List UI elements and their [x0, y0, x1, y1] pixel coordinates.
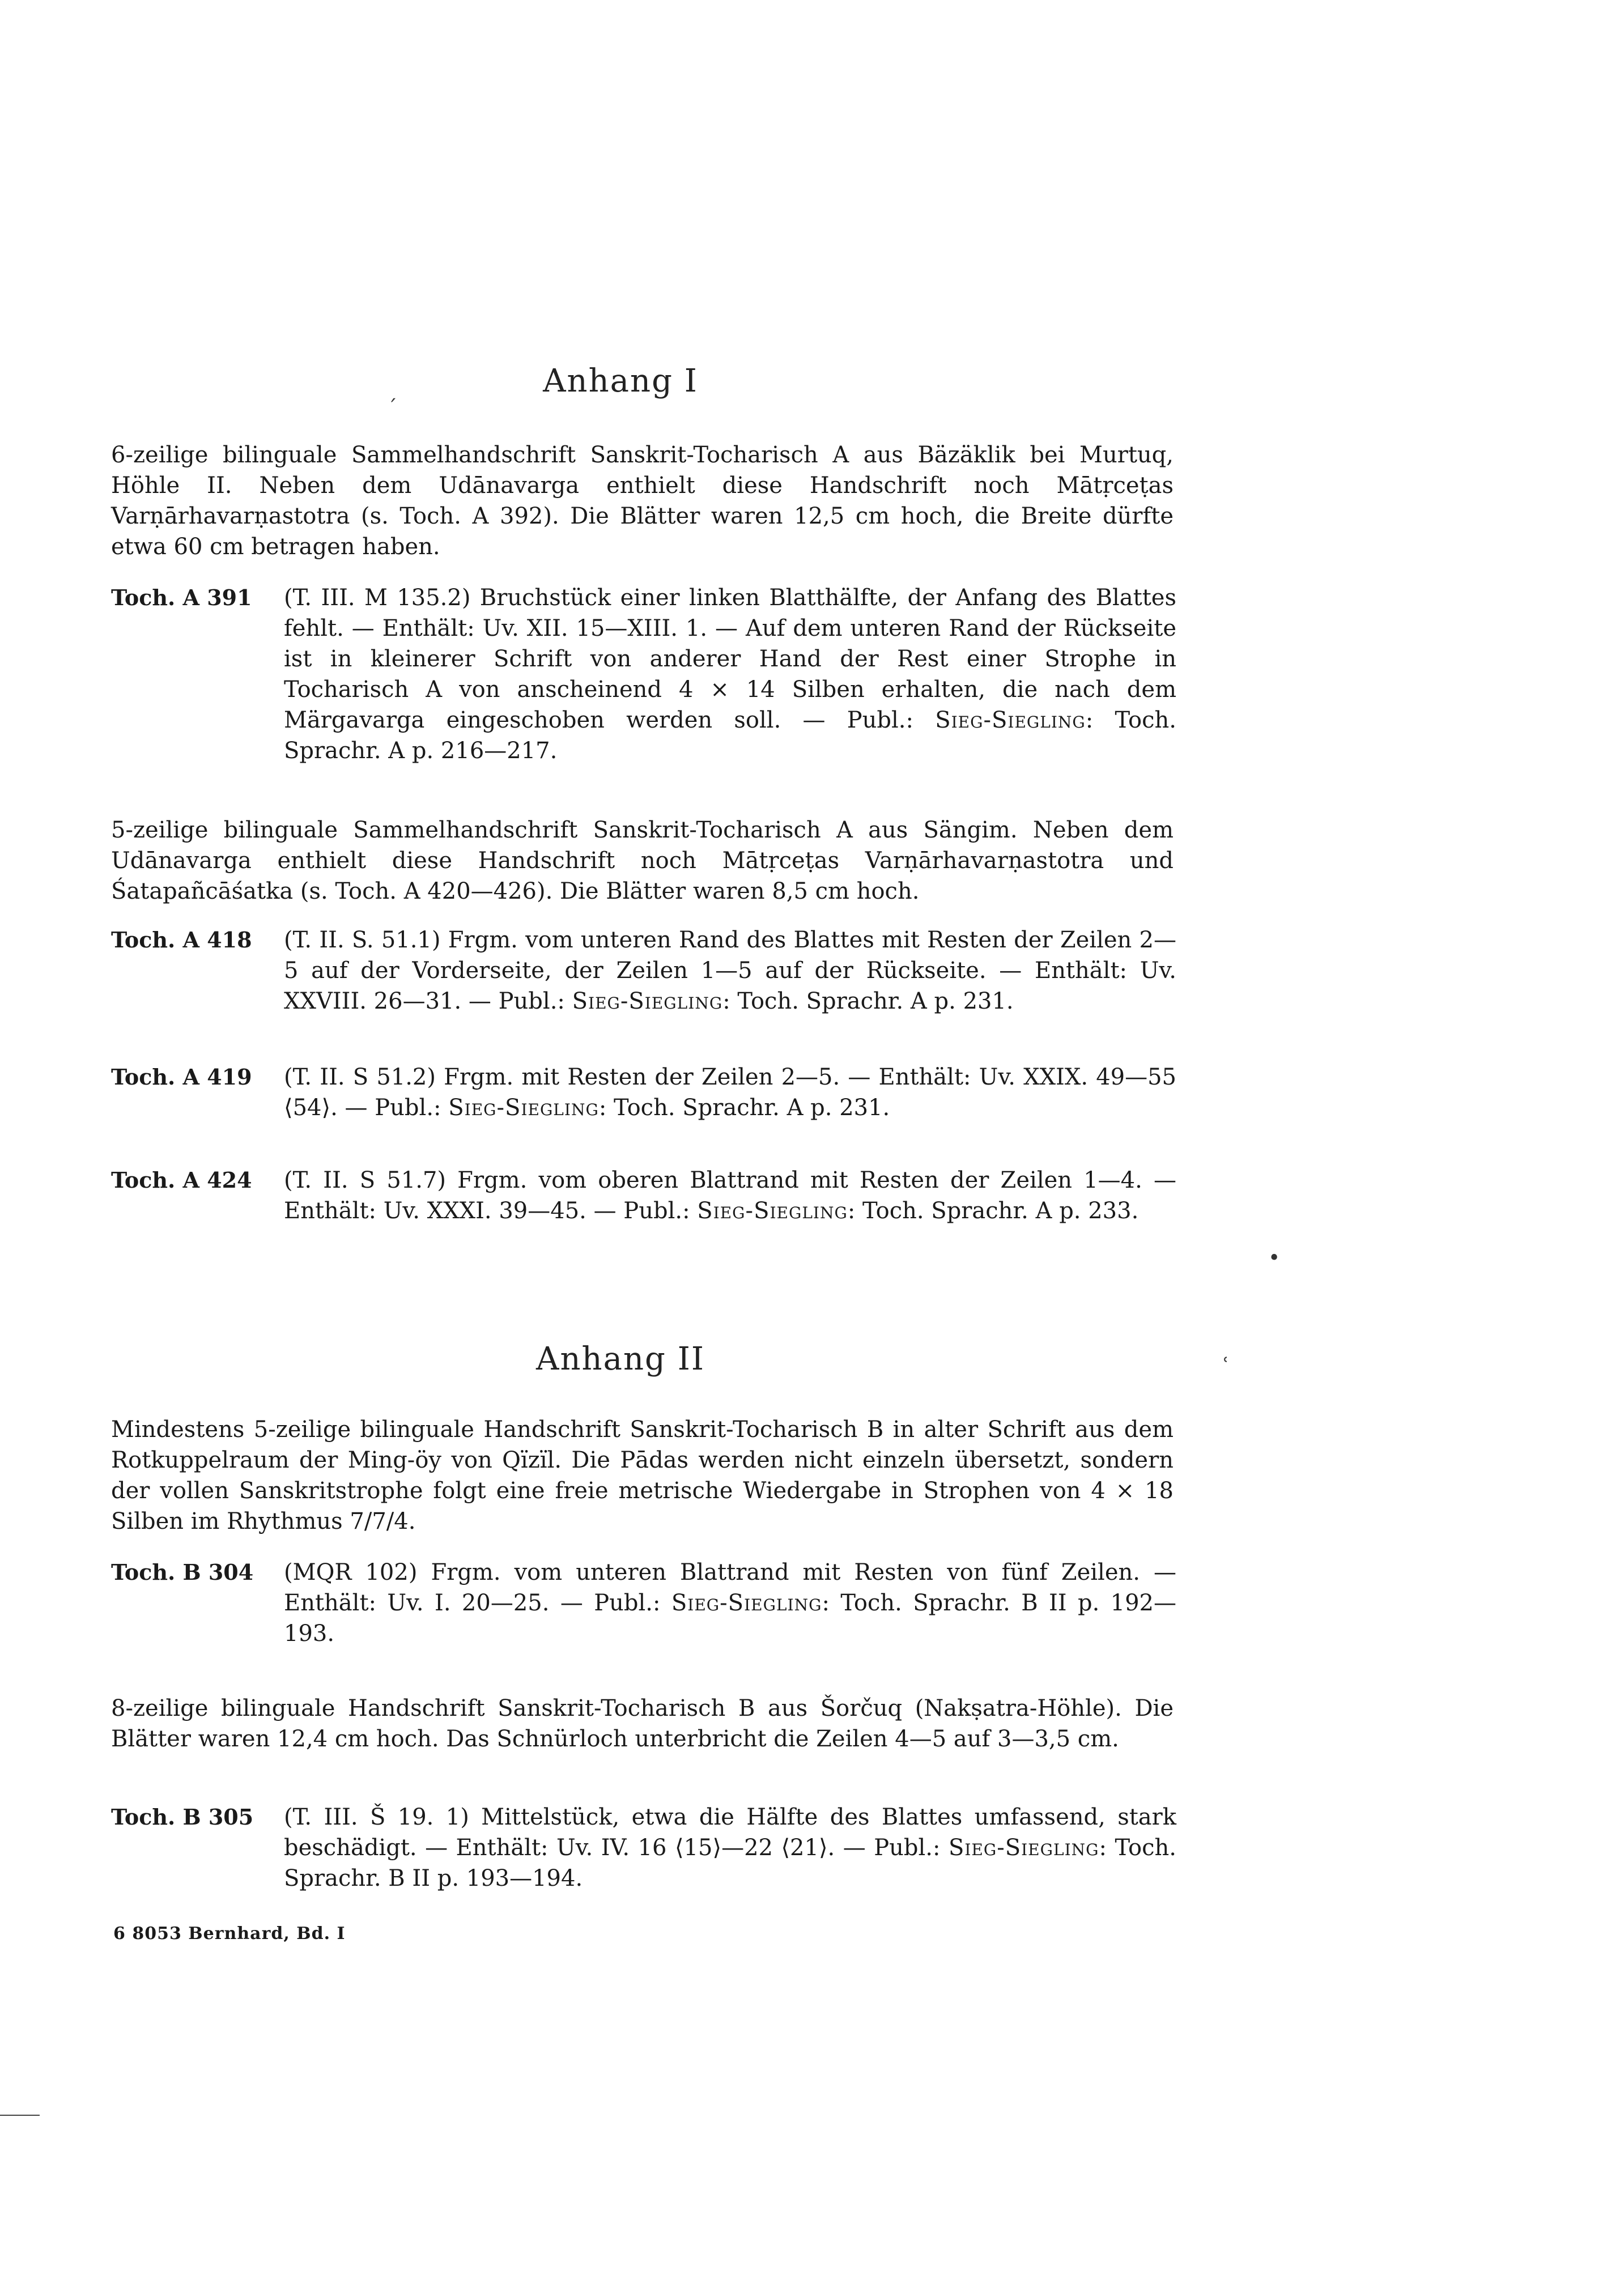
- entry-text: (T. III. Š 19. 1) Mittelstück, etwa die Hälfte des Blattes umfassend, stark beschädigt. — Enthält: Uv. IV. 16 ⟨15⟩—22 ⟨21⟩. — Publ.:: [284, 1804, 1176, 1861]
- entry-description: [284, 1165, 1176, 1226]
- publ-reference: : Toch. Sprachr. B II p. 192—193.: [284, 1590, 1177, 1647]
- stray-mark: ʿ: [1223, 1354, 1230, 1377]
- entry-label: Toch. A 419: [111, 1064, 252, 1090]
- entry-label: Toch. B 305: [111, 1804, 254, 1830]
- entry-text: (T. II. S 51.7) Frgm. vom oberen Blattrand mit Resten der Zeilen 1—4. — Enthält: Uv. XXXI. 39—45. — Publ.:: [284, 1167, 1176, 1224]
- entry-label: Toch. A 424: [111, 1167, 252, 1193]
- entry-description: [284, 1802, 1176, 1894]
- intro-paragraph-4: 8-zeilige bilinguale Handschrift Sanskrit-Tocharisch B aus Šorčuq (Nakṣatra-Höhle). Die Blätter waren 12,4 cm hoch. Das Schnürloch unterbricht die Zeilen 4—5 auf 3—3,5 cm.: [111, 1695, 1174, 1752]
- entry-label: Toch. A 391: [111, 585, 252, 610]
- entry-text: (T. II. S 51.2) Frgm. mit Resten der Zeilen 2—5. — Enthält: Uv. XXIX. 49—55 ⟨54⟩. — Publ.:: [284, 1064, 1176, 1121]
- publ-reference: : Toch. Sprachr. A p. 216—217.: [284, 707, 1176, 764]
- heading-anhang-2: Anhang II: [536, 1341, 705, 1377]
- entry-text: (MQR 102) Frgm. vom unteren Blattrand mit Resten von fünf Zeilen. — Enthält: Uv. I. 20—25. — Publ.:: [284, 1559, 1176, 1616]
- entry-label: Toch. A 418: [111, 927, 252, 953]
- intro-paragraph-1: 6-zeilige bilinguale Sammelhandschrift Sanskrit-Tocharisch A aus Bäzäklik bei Murtuq, Höhle II. Neben dem Udānavarga enthielt diese Handschrift noch Mātṛceṭas Varṇārhavarṇastotra (s. Toch. A 392). Die Blätter waren 12,5 cm hoch, die Breite dürfte etwa 60 cm betragen haben.: [111, 442, 1174, 560]
- printer-signature: 6 8053 Bernhard, Bd. I: [113, 1924, 346, 1944]
- entry-description: [284, 1557, 1176, 1649]
- publ-author: Sieg-Siegling: [572, 988, 723, 1014]
- publ-reference: : Toch. Sprachr. A p. 231.: [598, 1095, 890, 1121]
- stray-mark: ˊ: [387, 397, 397, 420]
- entry-description: [284, 925, 1176, 1017]
- publ-author: Sieg-Siegling: [935, 707, 1086, 733]
- entry-text: (T. III. M 135.2) Bruchstück einer linken Blatthälfte, der Anfang des Blattes fehlt. — Enthält: Uv. XII. 15—XIII. 1. — Auf dem unteren Rand der Rückseite ist in kleinerer Schrift von anderer Hand der Rest einer Strophe in Tocharisch A von anscheinend 4 × 14 Silben erhalten, die nach dem Märgavarga eingeschoben werden soll. — Publ.:: [284, 585, 1176, 733]
- publ-reference: : Toch. Sprachr. A p. 231.: [722, 988, 1014, 1014]
- publ-reference: : Toch. Sprachr. A p. 233.: [847, 1198, 1139, 1224]
- publ-author: Sieg-Siegling: [671, 1590, 822, 1616]
- intro-paragraph-3: Mindestens 5-zeilige bilinguale Handschrift Sanskrit-Tocharisch B in alter Schrift aus dem Rotkuppelraum der Ming-öy von Qïzïl. Die Pādas werden nicht einzeln übersetzt, sondern der vollen Sanskritstrophe folgt eine freie metrische Wiedergabe in Strophen von 4 × 18 Silben im Rhythmus 7/7/4.: [111, 1417, 1174, 1534]
- entry-description: [284, 1062, 1176, 1123]
- heading-anhang-1: Anhang I: [543, 363, 698, 399]
- publ-author: Sieg-Siegling: [448, 1095, 599, 1121]
- margin-line: [0, 2115, 40, 2116]
- publ-author: Sieg-Siegling: [948, 1835, 1099, 1861]
- stray-dot: •: [1268, 1247, 1281, 1270]
- entry-description: [284, 582, 1176, 766]
- intro-paragraph-2: 5-zeilige bilinguale Sammelhandschrift Sanskrit-Tocharisch A aus Sängim. Neben dem Udānavarga enthielt diese Handschrift noch Mātṛceṭas Varṇārhavarṇastotra und Śatapañcāśatka (s. Toch. A 420—426). Die Blätter waren 8,5 cm hoch.: [111, 817, 1174, 904]
- publ-author: Sieg-Siegling: [697, 1198, 848, 1224]
- entry-text: (T. II. S. 51.1) Frgm. vom unteren Rand des Blattes mit Resten der Zeilen 2—5 auf der Vorderseite, der Zeilen 1—5 auf der Rückseite. — Enthält: Uv. XXVIII. 26—31. — Publ.:: [284, 927, 1176, 1014]
- entry-label: Toch. B 304: [111, 1559, 254, 1585]
- publ-reference: : Toch. Sprachr. B II p. 193—194.: [284, 1835, 1176, 1891]
